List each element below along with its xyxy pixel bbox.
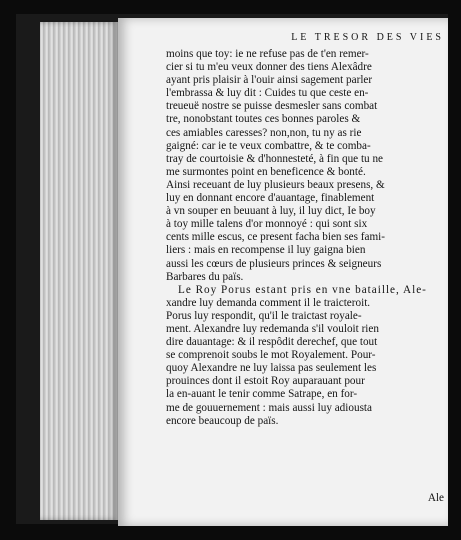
text-line: Porus luy respondit, qu'il le traictast royale- <box>166 309 362 322</box>
paragraph-2 <box>166 284 447 428</box>
text-line: Barbares du païs. <box>166 270 244 283</box>
running-head: LE TRESOR DES VIES <box>291 32 444 43</box>
paragraph-1 <box>166 48 447 284</box>
text-line: gaigné: car ie te veux combattre, & te comba- <box>166 139 371 152</box>
text-line: prouinces dont il estoit Roy auparauant pour <box>166 375 365 388</box>
text-line: treueuë nostre se puisse desmesler sans combat <box>166 100 378 113</box>
text-line: ces amiables caresses? non,non, tu ny as rie <box>166 126 362 139</box>
text-line: Le Roy Porus estant pris en vne bataille, Ale- <box>178 283 427 296</box>
text-line: aussi les cœurs de plusieurs princes & seigneurs <box>166 257 382 270</box>
text-line: xandre luy demanda comment il le traicteroit. <box>166 296 371 309</box>
text-line: ment. Alexandre luy redemanda s'il vouloit rien <box>166 322 379 335</box>
text-line: quoy Alexandre ne luy laissa pas seulement les <box>166 362 377 375</box>
catchword: Ale <box>427 492 444 504</box>
text-line: Ainsi receuant de luy plusieurs beaux presens, & <box>166 178 385 191</box>
text-line: cents mille escus, ce present facha bien ses fami- <box>166 231 385 244</box>
text-line: tray de courtoisie & d'honnesteté, à fin que tu ne <box>166 152 383 165</box>
text-line: luy en donnant encore d'auantage, finablement <box>166 192 375 205</box>
page-edges <box>40 22 118 520</box>
text-line: liers : mais en recompense il luy gaigna bien <box>166 244 366 257</box>
text-line: encore beaucoup de païs. <box>166 414 279 427</box>
text-line: à vn souper en beuuant à luy, il luy dict, Ie boy <box>166 205 376 218</box>
text-line: me surmontes point en beneficence & bonté. <box>166 165 366 178</box>
text-line: se comprenoit soubs le mot Royalement. Pour- <box>166 349 376 362</box>
text-line: ayant pris plaisir à l'ouir ainsi sagement parler <box>166 74 373 87</box>
book-page <box>118 18 448 526</box>
text-line: moins que toy: ie ne refuse pas de t'en remer- <box>166 48 369 60</box>
text-line: me de gouuernement : mais aussi luy adiousta <box>166 401 372 414</box>
text-line: tre, nonobstant toutes ces bonnes paroles & <box>166 113 361 126</box>
text-line: cier si tu m'eu veux donner des tiens Alexâdre <box>166 61 372 74</box>
body-text <box>166 48 447 428</box>
text-line: la en-auant le tenir comme Satrape, en for- <box>166 388 358 401</box>
text-line: dire dauantage: & il respôdit derechef, que tout <box>166 336 378 349</box>
text-line: l'embrassa & luy dit : Cuides tu que ceste en- <box>166 87 369 100</box>
text-line: à toy mille talens d'or monnoyé : qui sont six <box>166 218 368 231</box>
